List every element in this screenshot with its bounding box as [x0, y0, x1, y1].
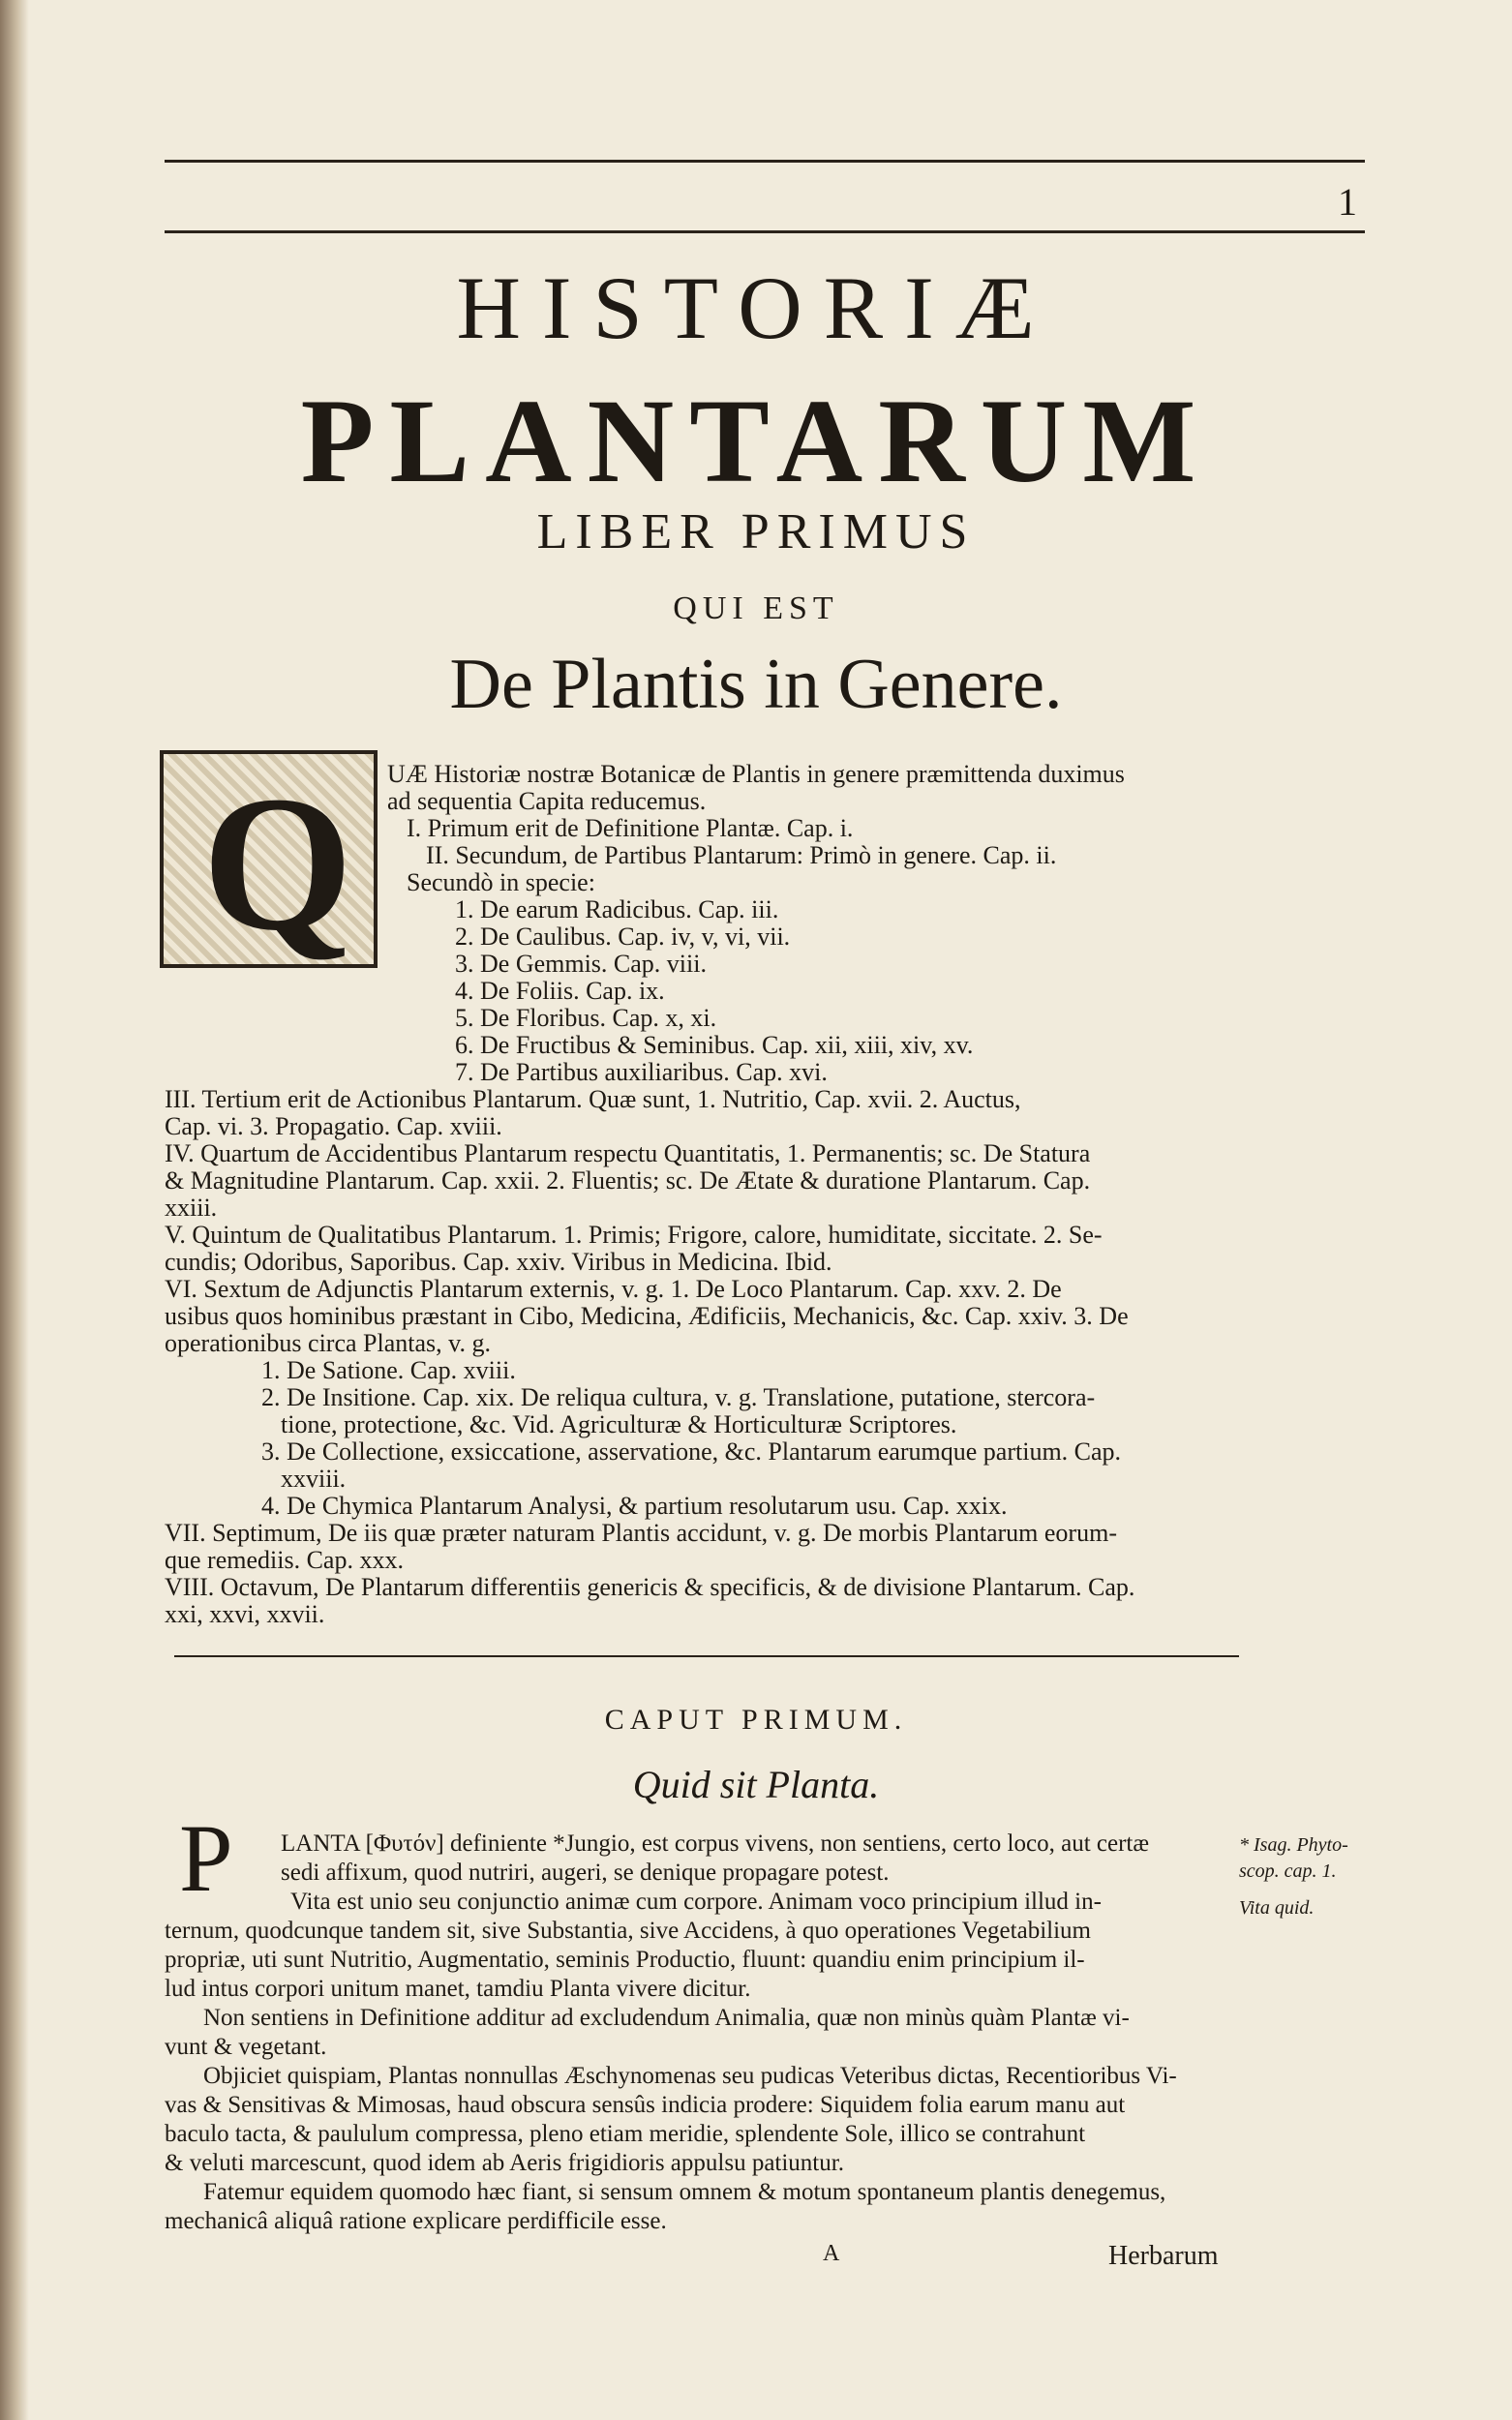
chapter-line: mechanicâ aliquâ ratione explicare perdifficile esse.	[165, 2208, 667, 2234]
page-number: 1	[1338, 180, 1357, 224]
toc-line: VIII. Octavum, De Plantarum differentiis genericis & specificis, & de divisione Plantarum. Cap.	[165, 1573, 1135, 1601]
toc-line: que remediis. Cap. xxx.	[165, 1546, 404, 1574]
chapter-line: Non sentiens in Definitione additur ad excludendum Animalia, quæ non minùs quàm Plantæ vi-	[203, 2005, 1130, 2031]
toc-line: xxiii.	[165, 1194, 218, 1222]
page-edge-shadow	[0, 0, 29, 2420]
margin-note: Vita quid.	[1239, 1897, 1315, 1919]
title-historiae: HISTORIÆ	[456, 258, 1056, 357]
chapter-line: Vita est unio seu conjunctio animæ cum corpore. Animam voco principium illud in-	[290, 1889, 1102, 1915]
toc-line: usibus quos hominibus præstant in Cibo, Medicina, Ædificiis, Mechanicis, &c. Cap. xxiv. 3. De	[165, 1302, 1129, 1330]
chapter-line: lud intus corpori unitum manet, tamdiu Planta vivere dicitur.	[165, 1976, 751, 2002]
toc-line: ad sequentia Capita reducemus.	[387, 787, 707, 815]
toc-line: IV. Quartum de Accidentibus Plantarum respectu Quantitatis, 1. Permanentis; sc. De Statura	[165, 1139, 1091, 1167]
toc-line: xxi, xxvi, xxvii.	[165, 1600, 325, 1628]
toc-line: 5. De Floribus. Cap. x, xi.	[455, 1004, 717, 1032]
title-liber-primus: LIBER PRIMUS	[536, 504, 976, 560]
chapter-line: & veluti marcescunt, quod idem ab Aeris frigidioris appulsu patiuntur.	[165, 2150, 844, 2176]
toc-line: II. Secundum, de Partibus Plantarum: Primò in genere. Cap. ii.	[426, 841, 1057, 869]
chapter-heading: CAPUT PRIMUM.	[604, 1704, 908, 1736]
title-plantarum: PLANTARUM	[300, 375, 1212, 507]
toc-line: 1. De Satione. Cap. xviii.	[261, 1356, 516, 1384]
chapter-line: sedi affixum, quod nutriri, augeri, se denique propagare potest.	[281, 1860, 890, 1886]
catchword: Herbarum	[1108, 2241, 1219, 2271]
chapter-line: Fatemur equidem quomodo hæc fiant, si sensum omnem & motum spontaneum plantis denegemus,	[203, 2179, 1166, 2205]
margin-note: * Isag. Phyto-	[1239, 1834, 1348, 1856]
toc-line: 7. De Partibus auxiliaribus. Cap. xvi.	[455, 1058, 828, 1086]
toc-line: I. Primum erit de Definitione Plantæ. Cap. i.	[407, 814, 854, 842]
chapter-line: Objiciet quispiam, Plantas nonnullas Æschynomenas seu pudicas Veteribus dictas, Recentioribus Vi-	[203, 2063, 1177, 2089]
section-rule	[174, 1655, 1239, 1657]
ornamental-initial	[160, 750, 378, 971]
toc-line: Cap. vi. 3. Propagatio. Cap. xviii.	[165, 1112, 502, 1140]
top-rule	[165, 160, 1365, 163]
toc-line: Secundò in specie:	[407, 868, 595, 896]
signature-mark: A	[823, 2241, 840, 2266]
toc-line: 1. De earum Radicibus. Cap. iii.	[455, 895, 779, 923]
toc-line: 6. De Fructibus & Seminibus. Cap. xii, xiii, xiv, xv.	[455, 1031, 974, 1059]
toc-line: VI. Sextum de Adjunctis Plantarum externis, v. g. 1. De Loco Plantarum. Cap. xxv. 2. De	[165, 1275, 1062, 1303]
toc-line: 3. De Gemmis. Cap. viii.	[455, 950, 707, 978]
toc-line: tione, protectione, &c. Vid. Agriculturæ & Horticulturæ Scriptores.	[281, 1410, 957, 1438]
title-qui-est: QUI EST	[673, 590, 839, 626]
toc-line: 2. De Caulibus. Cap. iv, v, vi, vii.	[455, 923, 791, 951]
toc-line: xxviii.	[281, 1465, 347, 1493]
chapter-subheading: Quid sit Planta.	[632, 1763, 880, 1806]
toc-line: V. Quintum de Qualitatibus Plantarum. 1. Primis; Frigore, calore, humiditate, siccitate. 2. Se-	[165, 1221, 1103, 1249]
margin-note: scop. cap. 1.	[1239, 1860, 1337, 1882]
toc-line: & Magnitudine Plantarum. Cap. xxii. 2. Fluentis; sc. De Ætate & duratione Plantarum. Cap.	[165, 1166, 1091, 1195]
toc-line: 4. De Chymica Plantarum Analysi, & partium resolutarum usu. Cap. xxix.	[261, 1492, 1008, 1520]
chapter-dropcap: P	[179, 1804, 233, 1912]
chapter-line: vas & Sensitivas & Mimosas, haud obscura sensûs indicia prodere: Siquidem folia earum manu aut	[165, 2092, 1126, 2118]
initial-letter: Q	[202, 757, 353, 971]
chapter-line: vunt & vegetant.	[165, 2034, 327, 2060]
toc-line: operationibus circa Plantas, v. g.	[165, 1329, 491, 1357]
toc-line: 3. De Collectione, exsiccatione, asservatione, &c. Plantarum earumque partium. Cap.	[261, 1437, 1122, 1466]
toc-line: III. Tertium erit de Actionibus Plantarum. Quæ sunt, 1. Nutritio, Cap. xvii. 2. Auctus,	[165, 1085, 1021, 1113]
chapter-line: baculo tacta, & paululum compressa, pleno etiam meridie, splendente Sole, illico se contrahunt	[165, 2121, 1086, 2147]
toc-line: 2. De Insitione. Cap. xix. De reliqua cultura, v. g. Translatione, putatione, stercora-	[261, 1383, 1096, 1411]
chapter-line: ternum, quodcunque tandem sit, sive Substantia, sive Accidens, à quo operationes Vegetabilium	[165, 1918, 1091, 1944]
toc-line: UÆ Historiæ nostræ Botanicæ de Plantis in genere præmittenda duximus	[387, 760, 1125, 788]
top-rule-2	[165, 230, 1365, 233]
chapter-line: propriæ, uti sunt Nutritio, Augmentatio, seminis Productio, fluunt: quandiu enim principium il-	[165, 1947, 1085, 1973]
toc-line: VII. Septimum, De iis quæ præter naturam Plantis accidunt, v. g. De morbis Plantarum eorum-	[165, 1519, 1117, 1547]
toc-line: 4. De Foliis. Cap. ix.	[455, 977, 665, 1005]
chapter-line: LANTA [Φυτόν] definiente *Jungio, est corpus vivens, non sentiens, certo loco, aut certæ	[281, 1830, 1150, 1857]
title-de-plantis: De Plantis in Genere.	[449, 645, 1063, 724]
toc-line: cundis; Odoribus, Saporibus. Cap. xxiv. Viribus in Medicina. Ibid.	[165, 1248, 832, 1276]
